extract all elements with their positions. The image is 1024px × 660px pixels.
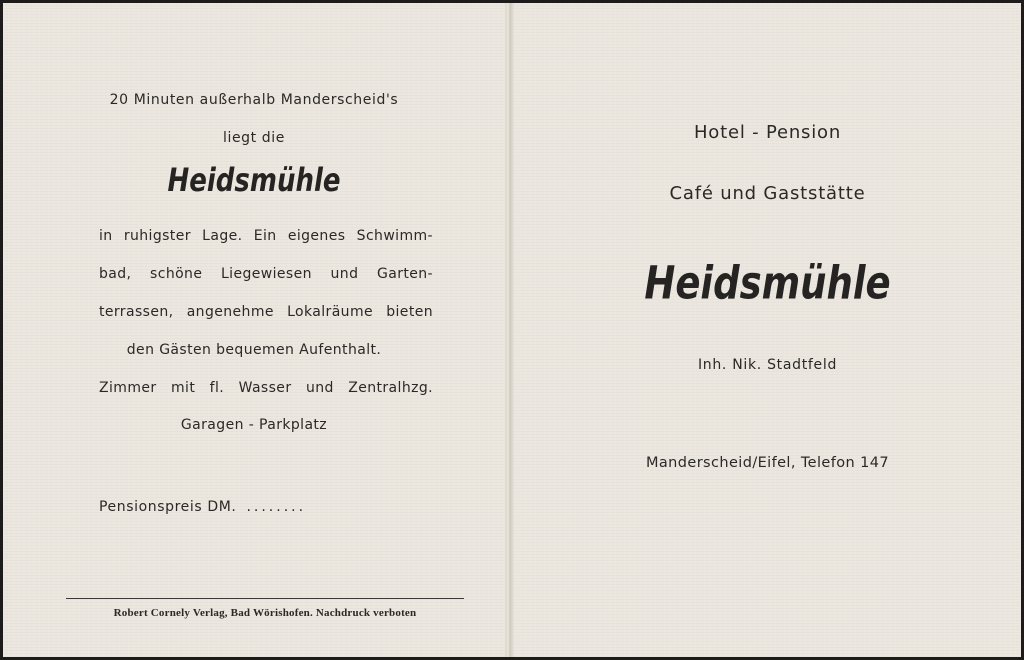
description-line-2: bad, schöne Liegewiesen und Garten- [99, 266, 433, 282]
description-line-5: Zimmer mit fl. Wasser und Zentralhzg. [99, 380, 433, 396]
left-panel [3, 3, 505, 657]
folded-card [3, 3, 1021, 657]
owner-line: Inh. Nik. Stadtfeld [697, 357, 838, 373]
description-line-3: terrassen, angenehme Lokalräume bieten [99, 304, 433, 320]
publisher-footer: Robert Cornely Verlag, Bad Wörishofen. Nachdruck verboten [113, 607, 417, 619]
description-line-4: den Gästen bequemen Aufenthalt. [126, 342, 382, 358]
intro-line-2: liegt die [222, 130, 285, 146]
description-line-6: Garagen - Parkplatz [180, 417, 328, 433]
cafe-line: Café und Gaststätte [669, 183, 866, 204]
brand-name-right: Heidsmühle [644, 257, 891, 310]
address-line: Manderscheid/Eifel, Telefon 147 [645, 455, 889, 471]
price-value: ........ [246, 499, 307, 515]
hotel-pension-line: Hotel - Pension [693, 122, 842, 143]
brand-name-left: Heidsmühle [167, 162, 341, 200]
price-line [99, 499, 306, 515]
intro-line-1: 20 Minuten außerhalb Manderscheid's [109, 92, 399, 108]
description-line-1: in ruhigster Lage. Ein eigenes Schwimm- [99, 228, 433, 244]
price-label: Pensionspreis DM. [99, 499, 237, 515]
right-panel [514, 3, 1021, 657]
footer-divider [66, 598, 464, 599]
card-fold [505, 3, 514, 657]
